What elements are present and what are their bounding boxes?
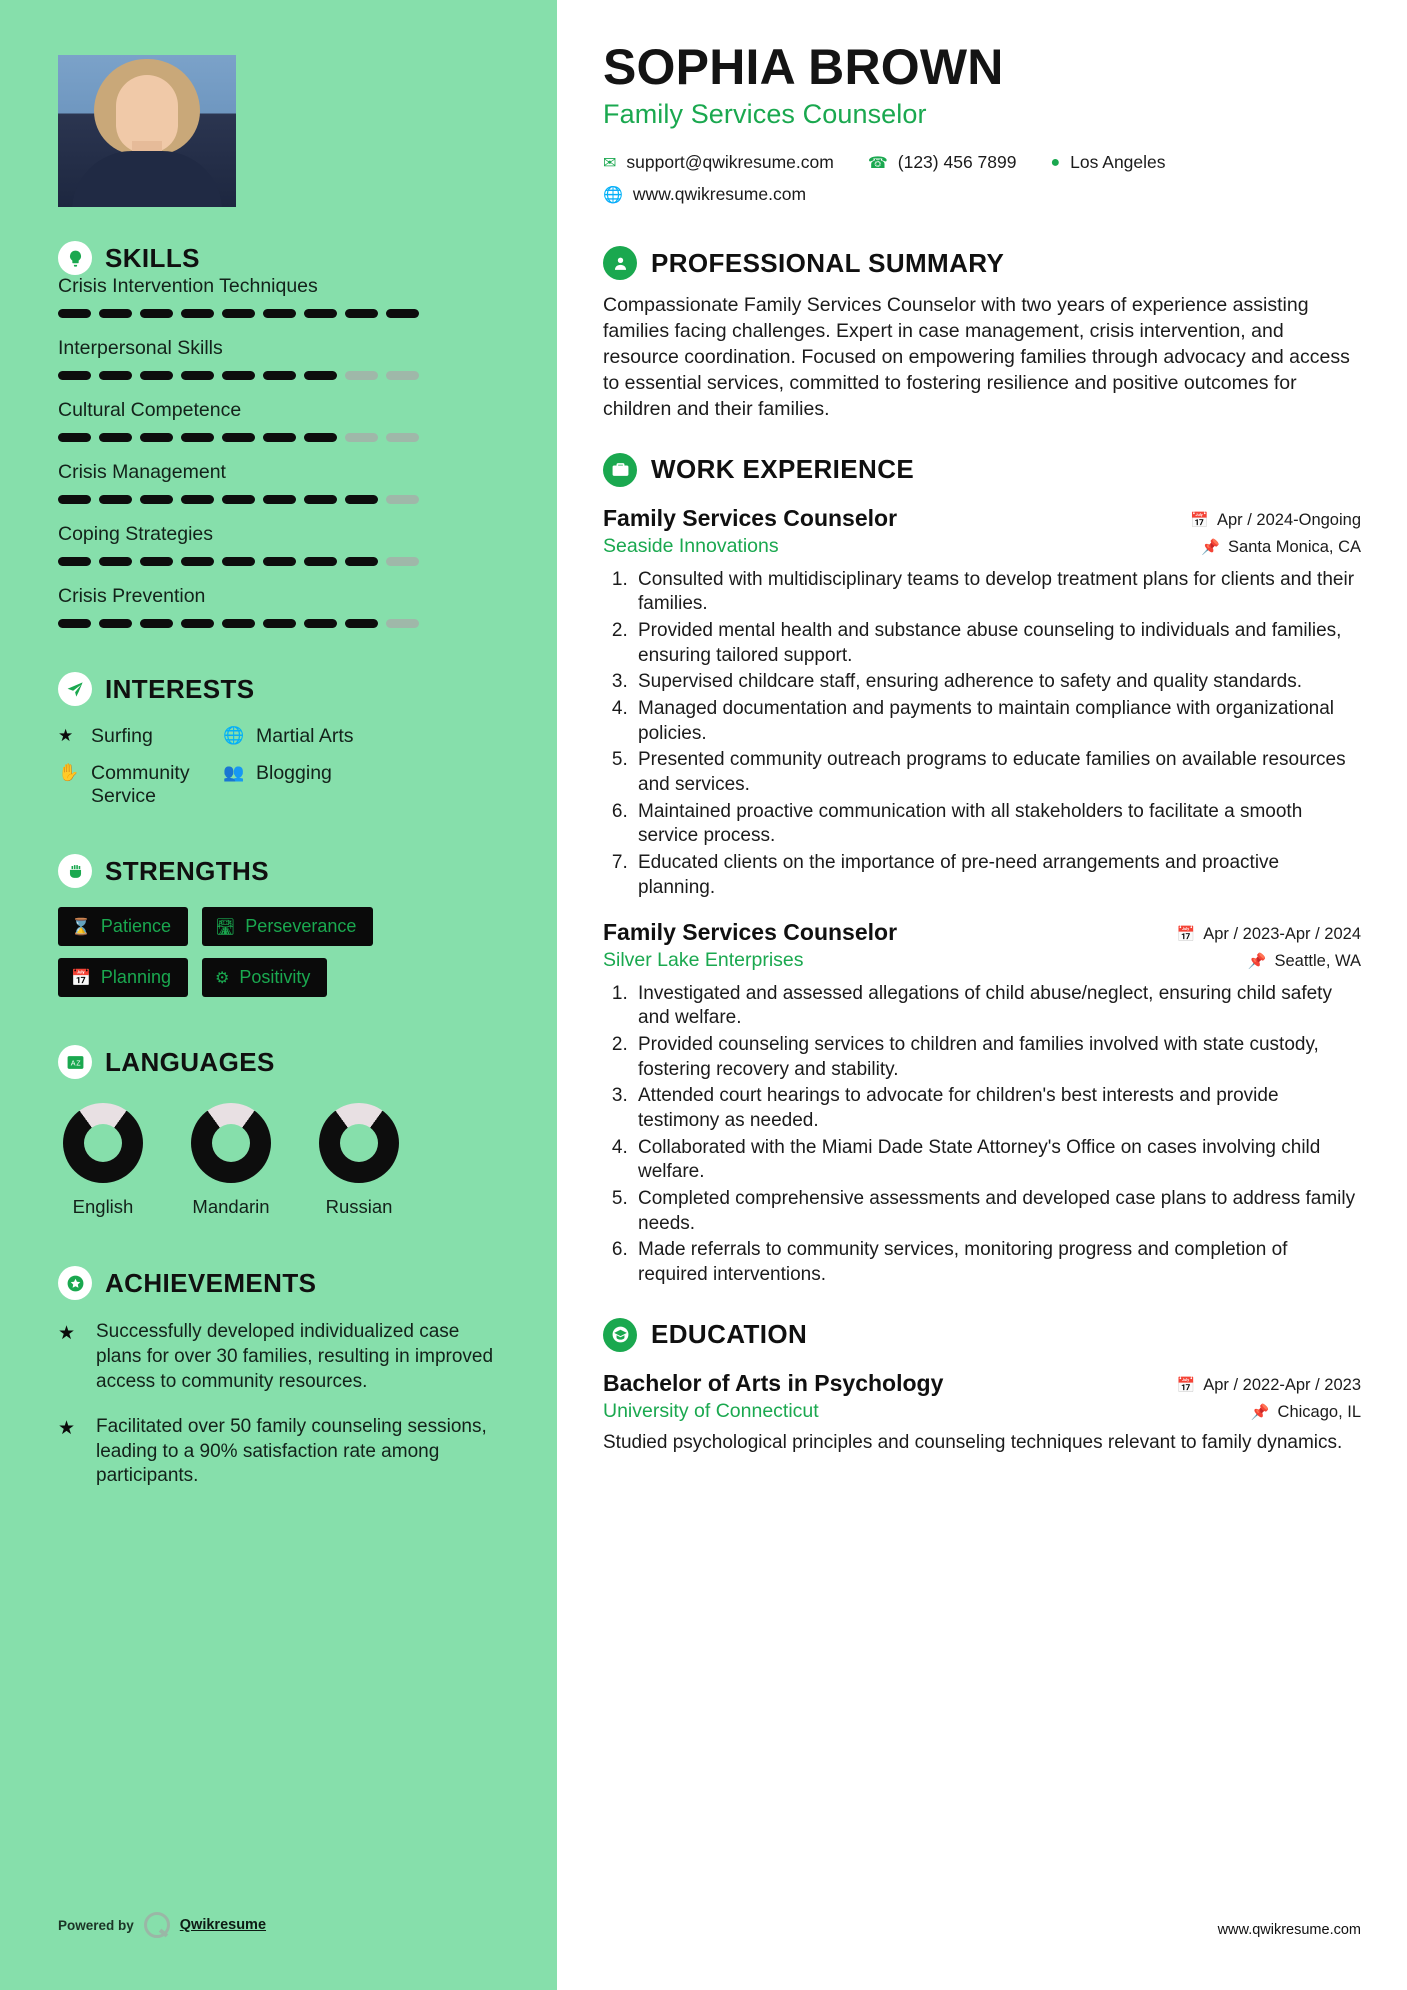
summary-title: PROFESSIONAL SUMMARY bbox=[651, 247, 1005, 278]
skill-rating-bar bbox=[58, 495, 509, 504]
globe-icon: 🌐 bbox=[223, 726, 245, 745]
contact-phone[interactable] bbox=[868, 152, 1017, 173]
job-duty-item: 1. Consulted with multidisciplinary teams to develop treatment plans for clients and their families. bbox=[633, 568, 1361, 617]
language-donut-chart bbox=[319, 1103, 399, 1183]
job-duty-item: 5. Presented community outreach programs to educate families on available resources and services. bbox=[633, 748, 1361, 797]
powered-by-label: Powered by bbox=[58, 1917, 134, 1933]
skill-segment bbox=[386, 557, 419, 566]
skill-segment bbox=[304, 433, 337, 442]
skill-segment bbox=[181, 433, 214, 442]
job-duty-item: 4. Collaborated with the Miami Dade State Attorney's Office on cases involving child welfare. bbox=[633, 1136, 1361, 1185]
skill-item bbox=[58, 523, 509, 566]
skill-segment bbox=[58, 371, 91, 380]
skill-segment bbox=[386, 495, 419, 504]
contact-email[interactable] bbox=[603, 152, 834, 173]
skill-segment bbox=[58, 557, 91, 566]
strength-pill bbox=[58, 907, 188, 946]
job-duty-item: 6. Maintained proactive communication with all stakeholders to facilitate a smooth service process. bbox=[633, 800, 1361, 849]
skills-title: SKILLS bbox=[105, 242, 200, 273]
job-role-subtitle: Family Services Counselor bbox=[603, 99, 927, 129]
summary-text: Compassionate Family Services Counselor with two years of experience assisting families facing challenges. Expert in case management, crisis intervention, and resource coordination. Focused on empowering families through advocacy and access to essential services, committed to fostering resilience and positive outcomes for children and their families. bbox=[603, 294, 1350, 420]
job-location-row bbox=[1177, 952, 1361, 971]
job-duty-item: 1. Investigated and assessed allegations of child abuse/neglect, ensuring child safety and welfare. bbox=[633, 982, 1361, 1031]
skill-segment bbox=[345, 619, 378, 628]
map-pin-icon: 📌 bbox=[1201, 539, 1221, 557]
strength-label: Positivity bbox=[239, 967, 311, 987]
skill-label: Crisis Prevention bbox=[58, 585, 206, 607]
job-dates: Apr / 2023-Apr / 2024 bbox=[1203, 924, 1361, 943]
interest-item bbox=[223, 725, 509, 748]
job-duty-item: 2. Provided counseling services to children and families involved with state custody, fostering recovery and stability. bbox=[633, 1033, 1361, 1082]
calendar-icon: 📅 bbox=[1176, 1377, 1196, 1395]
star-bullet-icon: ★ bbox=[58, 1323, 76, 1344]
skill-segment bbox=[345, 557, 378, 566]
interest-item bbox=[223, 762, 509, 808]
skill-segment bbox=[222, 495, 255, 504]
education-section bbox=[603, 1318, 1361, 1456]
job-duties-list bbox=[633, 982, 1361, 1288]
phone-icon: ☎ bbox=[867, 154, 888, 172]
skill-segment bbox=[263, 557, 296, 566]
work-title: WORK EXPERIENCE bbox=[651, 454, 915, 485]
education-title: EDUCATION bbox=[651, 1319, 808, 1350]
skill-rating-bar bbox=[58, 371, 509, 380]
job-company: Seaside Innovations bbox=[603, 534, 779, 557]
main-footer-url: www.qwikresume.com bbox=[1217, 1922, 1361, 1938]
achievements-title: ACHIEVEMENTS bbox=[105, 1267, 317, 1298]
education-description: Studied psychological principles and counseling techniques relevant to family dynamics. bbox=[603, 1431, 1343, 1453]
skill-segment bbox=[58, 309, 91, 318]
fist-icon bbox=[58, 854, 92, 888]
skill-item bbox=[58, 461, 509, 504]
strength-pill bbox=[58, 958, 188, 997]
summary-heading bbox=[603, 246, 1361, 280]
skill-segment bbox=[140, 309, 173, 318]
road-icon: 🛣 bbox=[214, 918, 236, 936]
calendar-icon: 📅 bbox=[71, 969, 91, 987]
user-circle-icon bbox=[603, 246, 637, 280]
interest-label: Martial Arts bbox=[256, 725, 354, 747]
education-header bbox=[603, 1370, 1361, 1423]
skill-item bbox=[58, 275, 509, 318]
language-item bbox=[58, 1103, 148, 1218]
job-meta-column bbox=[1177, 919, 1361, 971]
work-experience-section bbox=[603, 453, 1361, 1288]
skill-segment bbox=[222, 309, 255, 318]
education-dates-row bbox=[1177, 1376, 1361, 1395]
job-company: Silver Lake Enterprises bbox=[603, 948, 804, 971]
skill-segment bbox=[99, 309, 132, 318]
svg-text:A: A bbox=[70, 1059, 75, 1068]
skill-segment bbox=[304, 371, 337, 380]
achievement-item bbox=[58, 1415, 509, 1490]
interests-title: INTERESTS bbox=[105, 673, 255, 704]
strengths-section bbox=[58, 854, 509, 997]
job-identity bbox=[603, 505, 897, 558]
job-identity bbox=[603, 919, 897, 972]
skill-segment bbox=[304, 619, 337, 628]
contact-info bbox=[603, 152, 1361, 216]
strengths-title: STRENGTHS bbox=[105, 855, 269, 886]
skills-heading bbox=[58, 241, 509, 275]
job-duty-item: 7. Educated clients on the importance of pre-need arrangements and proactive planning. bbox=[633, 851, 1361, 900]
job-duty-item: 2. Provided mental health and substance abuse counseling to individuals and families, ensuring tailored support. bbox=[633, 619, 1361, 668]
skill-segment bbox=[222, 433, 255, 442]
education-meta-column bbox=[1177, 1370, 1361, 1422]
job-title: Family Services Counselor bbox=[603, 918, 898, 945]
job-duties-list bbox=[633, 568, 1361, 901]
website-text: www.qwikresume.com bbox=[632, 184, 807, 204]
globe-icon: 🌐 bbox=[603, 186, 623, 204]
skill-segment bbox=[58, 619, 91, 628]
job-duty-item: 3. Supervised childcare staff, ensuring adherence to safety and quality standards. bbox=[633, 670, 1361, 695]
languages-title: LANGUAGES bbox=[105, 1046, 275, 1077]
language-donut-chart bbox=[63, 1103, 143, 1183]
skill-segment bbox=[263, 309, 296, 318]
skill-rating-bar bbox=[58, 557, 509, 566]
skill-segment bbox=[140, 495, 173, 504]
job-entry bbox=[603, 919, 1361, 1288]
hand-icon: ✋ bbox=[58, 763, 80, 782]
star-badge-icon bbox=[58, 1266, 92, 1300]
job-header bbox=[603, 505, 1361, 558]
job-location-row bbox=[1190, 538, 1361, 557]
profile-photo bbox=[58, 55, 236, 207]
job-title: Family Services Counselor bbox=[603, 504, 898, 531]
skill-segment bbox=[345, 309, 378, 318]
map-pin-icon: 📌 bbox=[1250, 1404, 1270, 1422]
job-duty-item: 6. Made referrals to community services, monitoring progress and completion of required interventions. bbox=[633, 1238, 1361, 1287]
interest-item bbox=[58, 762, 223, 808]
qwikresume-logo-icon bbox=[144, 1912, 170, 1938]
skill-segment bbox=[181, 371, 214, 380]
page-title: SOPHIA BROWN bbox=[603, 39, 1004, 95]
skill-segment bbox=[304, 309, 337, 318]
paper-plane-icon bbox=[58, 672, 92, 706]
education-location-row bbox=[1177, 1403, 1361, 1422]
education-dates: Apr / 2022-Apr / 2023 bbox=[1203, 1375, 1361, 1394]
skills-section bbox=[58, 241, 509, 628]
email-text: support@qwikresume.com bbox=[626, 152, 834, 172]
strength-label: Perseverance bbox=[245, 916, 357, 936]
skill-item bbox=[58, 399, 509, 442]
professional-summary-section bbox=[603, 246, 1361, 423]
languages-section bbox=[58, 1045, 509, 1218]
strength-pill bbox=[202, 907, 373, 946]
skill-segment bbox=[263, 371, 296, 380]
hourglass-icon: ⌛ bbox=[71, 918, 91, 936]
job-duty-item: 3. Attended court hearings to advocate for children's best interests and provide testimony as needed. bbox=[633, 1084, 1361, 1133]
star-icon: ★ bbox=[58, 726, 74, 745]
translate-icon bbox=[58, 1045, 92, 1079]
skill-segment bbox=[181, 619, 214, 628]
sidebar bbox=[0, 0, 557, 1990]
education-heading bbox=[603, 1318, 1361, 1352]
achievement-item bbox=[58, 1320, 509, 1395]
job-location: Seattle, WA bbox=[1274, 951, 1361, 970]
envelope-icon: ✉ bbox=[603, 154, 617, 172]
star-bullet-icon: ★ bbox=[58, 1417, 76, 1439]
skill-segment bbox=[304, 495, 337, 504]
job-dates: Apr / 2024-Ongoing bbox=[1216, 510, 1361, 529]
achievements-section bbox=[58, 1266, 509, 1489]
achievement-text: Facilitated over 50 family counseling sessions, leading to a 90% satisfaction rate among participants. bbox=[96, 1415, 487, 1487]
skill-segment bbox=[99, 371, 132, 380]
skill-segment bbox=[222, 371, 255, 380]
job-meta-column bbox=[1190, 505, 1361, 557]
skill-item bbox=[58, 337, 509, 380]
skill-label: Interpersonal Skills bbox=[58, 337, 223, 359]
skill-segment bbox=[140, 433, 173, 442]
strength-label: Patience bbox=[100, 916, 171, 936]
skill-segment bbox=[386, 433, 419, 442]
map-pin-icon: ● bbox=[1050, 153, 1061, 171]
skill-segment bbox=[263, 619, 296, 628]
skill-segment bbox=[99, 433, 132, 442]
people-icon: 👥 bbox=[223, 763, 245, 782]
interest-label: Surfing bbox=[91, 725, 153, 747]
skill-segment bbox=[181, 495, 214, 504]
skill-segment bbox=[99, 619, 132, 628]
skill-segment bbox=[181, 309, 214, 318]
strength-label: Planning bbox=[100, 967, 171, 987]
skill-segment bbox=[99, 557, 132, 566]
job-dates-row bbox=[1177, 925, 1361, 944]
skill-segment bbox=[58, 495, 91, 504]
work-heading bbox=[603, 453, 1361, 487]
sidebar-footer bbox=[58, 1912, 266, 1938]
skill-segment bbox=[345, 371, 378, 380]
education-location: Chicago, IL bbox=[1277, 1402, 1361, 1421]
interests-heading bbox=[58, 672, 509, 706]
language-label: Mandarin bbox=[192, 1196, 270, 1217]
skill-label: Crisis Intervention Techniques bbox=[58, 275, 318, 297]
skill-rating-bar bbox=[58, 309, 509, 318]
svg-text:Z: Z bbox=[75, 1059, 81, 1068]
job-duty-item: 4. Managed documentation and payments to maintain compliance with organizational policies. bbox=[633, 697, 1361, 746]
interest-item bbox=[58, 725, 223, 748]
skill-segment bbox=[222, 557, 255, 566]
skill-segment bbox=[99, 495, 132, 504]
skill-item bbox=[58, 585, 509, 628]
phone-text: (123) 456 7899 bbox=[897, 152, 1017, 172]
interests-section bbox=[58, 672, 509, 808]
languages-heading bbox=[58, 1045, 509, 1079]
skill-label: Cultural Competence bbox=[58, 399, 242, 421]
skill-segment bbox=[263, 495, 296, 504]
contact-website[interactable] bbox=[603, 184, 806, 205]
school-name: University of Connecticut bbox=[603, 1399, 819, 1422]
achievement-text: Successfully developed individualized case plans for over 30 families, resulting in improved access to community resources. bbox=[96, 1321, 494, 1392]
calendar-icon: 📅 bbox=[1190, 512, 1209, 530]
job-location: Santa Monica, CA bbox=[1228, 537, 1361, 556]
location-text: Los Angeles bbox=[1070, 152, 1166, 172]
interest-label: Blogging bbox=[256, 762, 332, 784]
skill-segment bbox=[304, 557, 337, 566]
lightbulb-icon bbox=[58, 241, 92, 275]
qwikresume-link[interactable]: Qwikresume bbox=[179, 1917, 267, 1933]
job-entry bbox=[603, 505, 1361, 901]
job-header bbox=[603, 919, 1361, 972]
achievements-heading bbox=[58, 1266, 509, 1300]
language-donut-chart bbox=[191, 1103, 271, 1183]
main-content bbox=[557, 0, 1407, 1990]
skill-segment bbox=[345, 495, 378, 504]
skill-segment bbox=[386, 619, 419, 628]
language-label: Russian bbox=[325, 1196, 393, 1217]
skill-segment bbox=[140, 619, 173, 628]
briefcase-icon bbox=[603, 453, 637, 487]
skill-segment bbox=[345, 433, 378, 442]
interest-label: Community Service bbox=[91, 762, 190, 807]
contact-location bbox=[1050, 152, 1165, 173]
language-item bbox=[314, 1103, 404, 1218]
strengths-heading bbox=[58, 854, 509, 888]
skill-segment bbox=[386, 309, 419, 318]
job-duty-item: 5. Completed comprehensive assessments and developed case plans to address family needs. bbox=[633, 1187, 1361, 1236]
skill-label: Coping Strategies bbox=[58, 523, 214, 545]
skill-segment bbox=[140, 557, 173, 566]
skill-rating-bar bbox=[58, 433, 509, 442]
skill-segment bbox=[263, 433, 296, 442]
job-dates-row bbox=[1190, 511, 1361, 530]
skill-segment bbox=[140, 371, 173, 380]
skill-rating-bar bbox=[58, 619, 509, 628]
education-entry bbox=[603, 1370, 1361, 1456]
education-identity bbox=[603, 1370, 943, 1423]
skill-segment bbox=[222, 619, 255, 628]
graduation-icon bbox=[603, 1318, 637, 1352]
language-label: English bbox=[72, 1196, 134, 1217]
skill-segment bbox=[181, 557, 214, 566]
gear-icon: ⚙ bbox=[214, 969, 230, 987]
strength-pill bbox=[202, 958, 327, 997]
skill-segment bbox=[58, 433, 91, 442]
map-pin-icon: 📌 bbox=[1247, 953, 1267, 971]
language-item bbox=[186, 1103, 276, 1218]
skill-segment bbox=[386, 371, 419, 380]
degree-title: Bachelor of Arts in Psychology bbox=[603, 1369, 944, 1396]
skill-label: Crisis Management bbox=[58, 461, 226, 483]
calendar-icon: 📅 bbox=[1176, 926, 1196, 944]
